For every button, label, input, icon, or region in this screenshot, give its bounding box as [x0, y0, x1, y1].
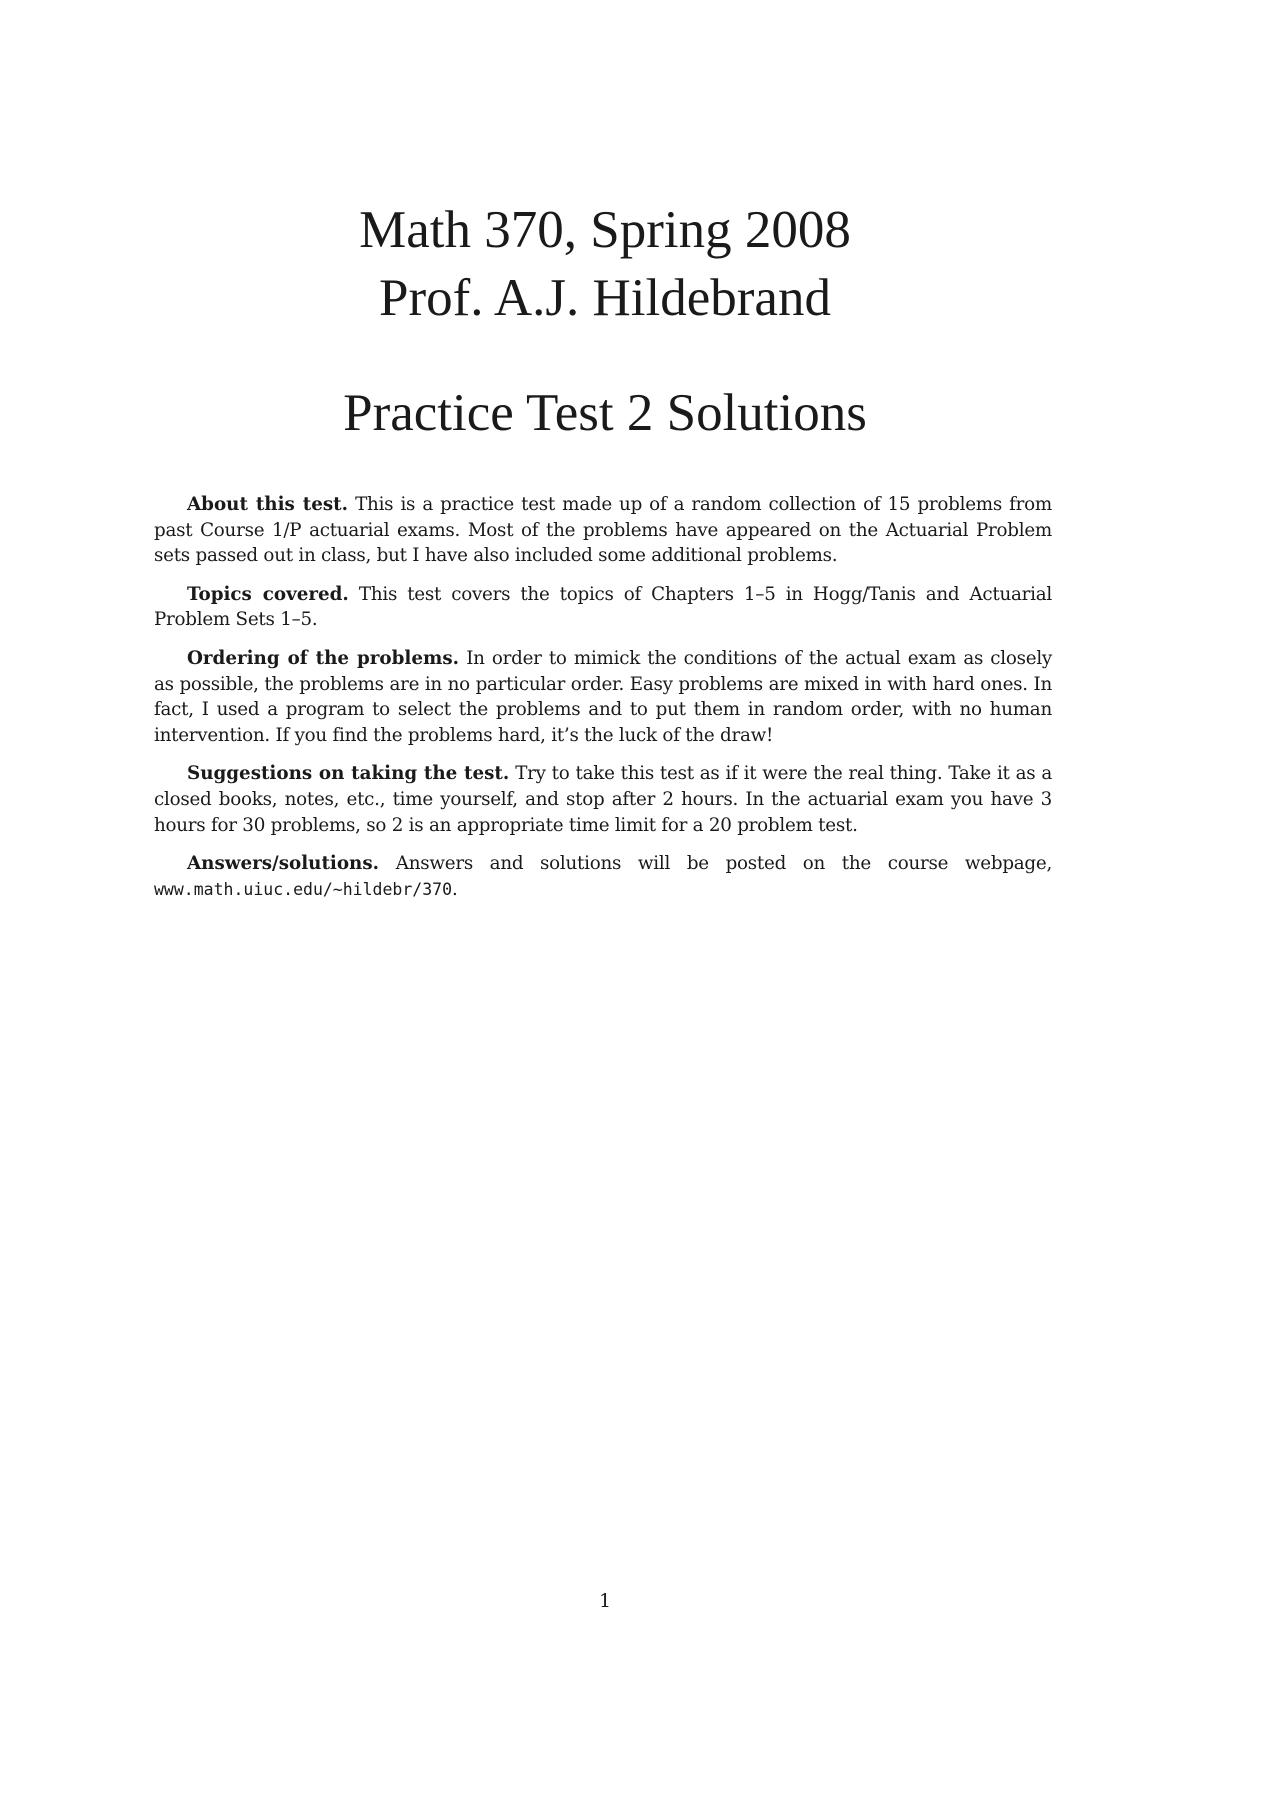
title-course: Math 370, Spring 2008 — [359, 201, 851, 259]
paragraph-text: This is a practice test made up of a random collection of 15 problems from past Course 1/P actuarial exams. Most of the problems have appeared on the Actuarial Problem sets passed out in class, but I have also included some additional problems. — [154, 494, 1052, 567]
paragraph-heading: Topics covered. — [187, 583, 349, 605]
paragraph-heading: Answers/solutions. — [187, 853, 379, 875]
paragraph-text: Try to take this test as if it were the real thing. Take it as a closed books, notes, etc., time yourself, and stop after 2 hours. In the actuarial exam you have 3 hours for 30 problems, so 2 is an appropriate time limit for a 20 problem test. — [154, 763, 1052, 836]
document-body — [154, 492, 1052, 915]
title-professor: Prof. A.J. Hildebrand — [379, 269, 831, 327]
paragraph-heading: Ordering of the problems. — [187, 647, 459, 669]
paragraph-ordering — [154, 646, 1052, 748]
page-number: 1 — [598, 1590, 612, 1612]
paragraph-text: Answers and solutions will be posted on the course webpage, — [395, 853, 1053, 875]
paragraph-suggestions — [154, 761, 1052, 838]
paragraph-text: This test covers the topics of Chapters 1–5 in Hogg/Tanis and Actuarial Problem Sets 1–5. — [154, 583, 1053, 631]
title-document: Practice Test 2 Solutions — [343, 384, 867, 442]
paragraph-text: In order to mimick the conditions of the actual exam as closely as possible, the problems are in no particular order. Easy problems are mixed in with hard ones. In fact, I used a program to select the problems and to put them in random order, with no human intervention. If you find the problems hard, it’s the luck of the draw! — [154, 647, 1053, 746]
paragraph-topics — [154, 582, 1052, 633]
paragraph-answers — [154, 851, 1052, 902]
course-webpage-link[interactable]: www.math.uiuc.edu/~hildebr/370 — [154, 879, 453, 899]
paragraph-about — [154, 492, 1052, 569]
paragraph-heading: About this test. — [187, 494, 348, 515]
paragraph-heading: Suggestions on taking the test. — [187, 763, 510, 785]
paragraph-end-period: . — [452, 878, 458, 900]
